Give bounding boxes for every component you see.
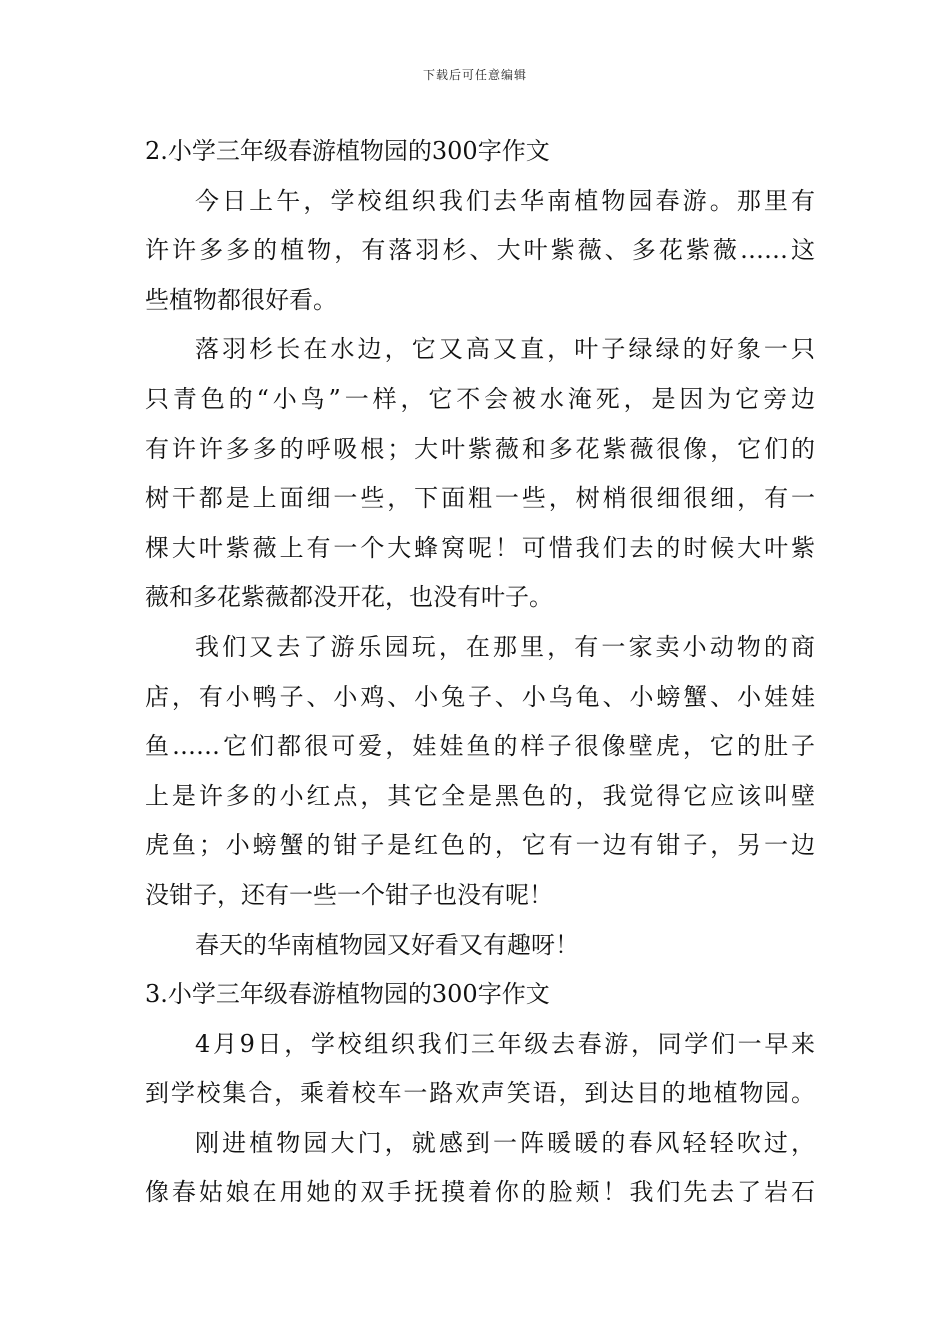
text-line: 春天的华南植物园又好看又有趣呀！	[195, 930, 579, 959]
text-line: 我们又去了游乐园玩，在那里，有一家卖小动物的商	[195, 632, 815, 661]
text-line: 鱼……它们都很可爱，娃娃鱼的样子很像壁虎，它的肚子	[145, 732, 815, 761]
text-line: 到学校集合，乘着校车一路欢声笑语，到达目的地植物园。	[145, 1079, 815, 1108]
text-line: 许许多多的植物，有落羽杉、大叶紫薇、多花紫薇……这	[145, 236, 815, 265]
paragraph	[145, 921, 815, 971]
paragraph	[145, 177, 815, 326]
text-line: 棵大叶紫薇上有一个大蜂窝呢！可惜我们去的时候大叶紫	[145, 533, 815, 562]
text-line: 上是许多的小红点，其它全是黑色的，我觉得它应该叫壁	[145, 781, 815, 810]
paragraph	[145, 325, 815, 623]
paragraph	[145, 623, 815, 921]
text-line: 薇和多花紫薇都没开花，也没有叶子。	[145, 583, 553, 612]
text-line: 虎鱼；小螃蟹的钳子是红色的，它有一边有钳子，另一边	[145, 831, 815, 860]
text-line: 些植物都很好看。	[145, 285, 337, 314]
paragraph	[145, 1020, 815, 1119]
document-body	[145, 127, 815, 1218]
text-line: 像春姑娘在用她的双手抚摸着你的脸颊！我们先去了岩石	[145, 1178, 815, 1207]
text-line: 有许许多多的呼吸根；大叶紫薇和多花紫薇很像，它们的	[145, 434, 815, 463]
paragraph	[145, 1119, 815, 1218]
text-line: 店，有小鸭子、小鸡、小兔子、小乌龟、小螃蟹、小娃娃	[145, 682, 815, 711]
text-line: 只青色的“小鸟”一样，它不会被水淹死，是因为它旁边	[145, 384, 815, 413]
header-note: 下载后可任意编辑	[422, 68, 527, 82]
text-line: 落羽杉长在水边，它又高又直，叶子绿绿的好象一只	[195, 335, 815, 364]
text-line: 今日上午，学校组织我们去华南植物园春游。那里有	[195, 186, 815, 215]
text-line: 4月9日，学校组织我们三年级去春游，同学们一早来	[195, 1029, 815, 1058]
text-line: 树干都是上面细一些，下面粗一些，树梢很细很细，有一	[145, 484, 815, 513]
section-title: 2.小学三年级春游植物园的300字作文	[145, 137, 550, 165]
text-line: 刚进植物园大门，就感到一阵暖暖的春风轻轻吹过，	[195, 1128, 815, 1157]
section-title: 3.小学三年级春游植物园的300字作文	[145, 980, 550, 1009]
text-line: 没钳子，还有一些一个钳子也没有呢！	[145, 880, 553, 909]
